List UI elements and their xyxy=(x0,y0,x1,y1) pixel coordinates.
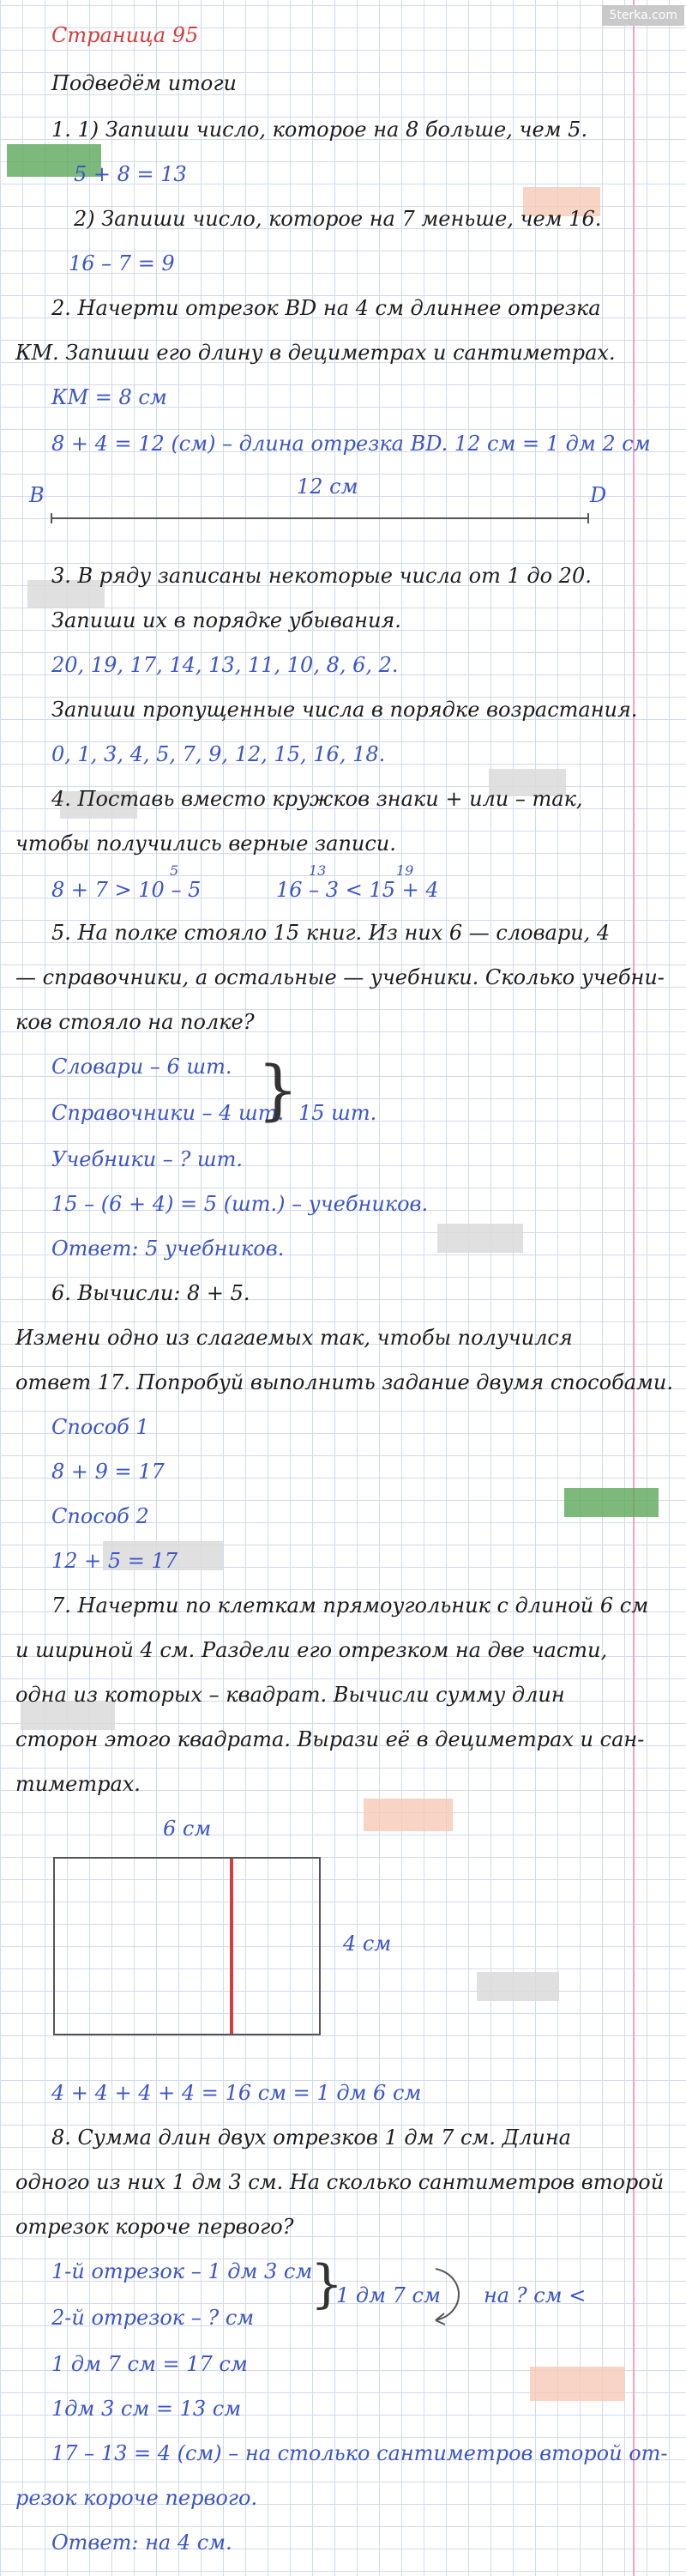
task3-answer-asc: 0, 1, 3, 4, 5, 7, 9, 12, 15, 16, 18. xyxy=(51,742,386,766)
task6-way1-calc: 8 + 9 = 17 xyxy=(51,1460,165,1484)
rect-width-label: 6 см xyxy=(163,1817,212,1841)
task1-question2: 2) Запиши число, которое на 7 меньше, чем 16. xyxy=(74,207,602,231)
task8-question-line3: отрезок короче первого? xyxy=(15,2215,294,2239)
task8-conversion1: 1 дм 7 см = 17 см xyxy=(51,2352,248,2376)
task5-condition1: Словари – 6 шт. xyxy=(51,1055,232,1079)
task7-question-line4: сторон этого квадрата. Вырази её в дециметрах и сан- xyxy=(15,1727,645,1751)
task8-question-line2: одного из них 1 дм 3 см. На сколько сантиметров второй xyxy=(15,2170,665,2194)
compare-arc-arrow-icon xyxy=(429,2262,466,2327)
task5-calc: 15 – (6 + 4) = 5 (шт.) – учебников. xyxy=(51,1192,429,1216)
task8-calc-line1: 17 – 13 = 4 (см) – на столько сантиметров второй от- xyxy=(51,2441,668,2465)
task4-hint3: 19 xyxy=(396,862,414,879)
task2-calc: 8 + 4 = 12 (см) – длина отрезка ВD. 12 см = 1 дм 2 см xyxy=(51,432,651,456)
task5-answer: Ответ: 5 учебников. xyxy=(51,1237,285,1261)
task4-hint1: 5 xyxy=(170,862,179,879)
task6-question-line1: 6. Вычисли: 8 + 5. xyxy=(51,1281,250,1305)
watermark-block xyxy=(564,1488,659,1517)
task6-question-line2: Измени одно из слагаемых так, чтобы получился xyxy=(15,1326,573,1350)
task6-way1: Способ 1 xyxy=(51,1415,149,1439)
task7-question-line3: одна из которых – квадрат. Вычисли сумму длин xyxy=(15,1683,565,1707)
watermark-block xyxy=(530,2367,624,2401)
task3-answer-desc: 20, 19, 17, 14, 13, 11, 10, 8, 6, 2. xyxy=(51,653,399,677)
task7-calc: 4 + 4 + 4 + 4 = 16 см = 1 дм 6 см xyxy=(51,2081,422,2105)
task8-condition1: 1-й отрезок – 1 дм 3 см xyxy=(51,2259,313,2283)
task8-sum: 1 дм 7 см xyxy=(336,2283,441,2307)
site-logo[interactable]: 5terka.com xyxy=(602,5,684,26)
task1-answer1: 5 + 8 = 13 xyxy=(74,162,187,186)
segment-length-label: 12 см xyxy=(297,475,358,499)
task1-question1: 1. 1) Запиши число, которое на 8 больше, чем 5. xyxy=(51,118,588,142)
square-divider-line xyxy=(230,1859,233,2034)
task1-answer2: 16 – 7 = 9 xyxy=(69,251,175,275)
task4-expression2: 16 – 3 < 15 + 4 xyxy=(276,878,439,902)
task8-compare: на ? см < xyxy=(484,2283,587,2307)
watermark-block xyxy=(437,1224,523,1253)
task4-expression1: 8 + 7 > 10 – 5 xyxy=(51,878,202,902)
task5-condition2: Справочники – 4 шт. xyxy=(51,1101,285,1125)
task4-hint2: 13 xyxy=(309,862,327,879)
section-title: Подведём итоги xyxy=(51,71,237,95)
rectangle-6x4 xyxy=(53,1857,321,2035)
task2-question-line1: 2. Начерти отрезок ВD на 4 см длиннее отрезка xyxy=(51,296,601,320)
task5-condition3: Учебники – ? шт. xyxy=(51,1147,244,1171)
task8-answer: Ответ: на 4 см. xyxy=(51,2531,232,2555)
task5-question-line2: — справочники, а остальные — учебники. Сколько учебни- xyxy=(15,965,665,989)
task6-way2: Способ 2 xyxy=(51,1504,149,1528)
task3-question-line2: Запиши их в порядке убывания. xyxy=(51,608,401,632)
segment-bd xyxy=(34,508,600,529)
task3-question-line3: Запиши пропущенные числа в порядке возрастания. xyxy=(51,698,638,722)
task8-question-line1: 8. Сумма длин двух отрезков 1 дм 7 см. Длина xyxy=(51,2126,571,2150)
task8-condition2: 2-й отрезок – ? см xyxy=(51,2306,255,2330)
task8-calc-line2: резок короче первого. xyxy=(15,2486,258,2510)
task6-question-line3: ответ 17. Попробуй выполнить задание двумя способами. xyxy=(15,1370,674,1394)
task3-question-line1: 3. В ряду записаны некоторые числа от 1 до 20. xyxy=(51,564,592,588)
task2-question-line2: КМ. Запиши его длину в дециметрах и сантиметрах. xyxy=(15,341,616,365)
task4-question-line2: чтобы получились верные записи. xyxy=(15,831,396,856)
segment-start-label: B xyxy=(29,483,45,507)
task7-question-line5: тиметрах. xyxy=(15,1772,141,1796)
task7-question-line2: и шириной 4 см. Раздели его отрезком на две части, xyxy=(15,1638,608,1662)
task6-way2-calc: 12 + 5 = 17 xyxy=(51,1549,178,1573)
task7-question-line1: 7. Начерти по клеткам прямоугольник с длиной 6 см xyxy=(51,1593,649,1618)
task8-conversion2: 1дм 3 см = 13 см xyxy=(51,2397,242,2421)
task5-question-line1: 5. На полке стояло 15 книг. Из них 6 — словари, 4 xyxy=(51,921,611,945)
right-brace-icon: } xyxy=(257,1051,299,1128)
segment-end-label: D xyxy=(590,483,607,507)
watermark-block xyxy=(477,1972,559,2001)
task2-given: КМ = 8 см xyxy=(51,385,167,409)
page-title: Страница 95 xyxy=(51,23,199,47)
right-brace-icon: } xyxy=(310,2254,344,2314)
task5-question-line3: ков стояло на полке? xyxy=(15,1010,255,1034)
task4-question-line1: 4. Поставь вместо кружков знаки + или – так, xyxy=(51,787,583,811)
task5-total: 15 шт. xyxy=(298,1101,377,1125)
rect-height-label: 4 см xyxy=(343,1932,392,1956)
watermark-block xyxy=(364,1799,453,1831)
